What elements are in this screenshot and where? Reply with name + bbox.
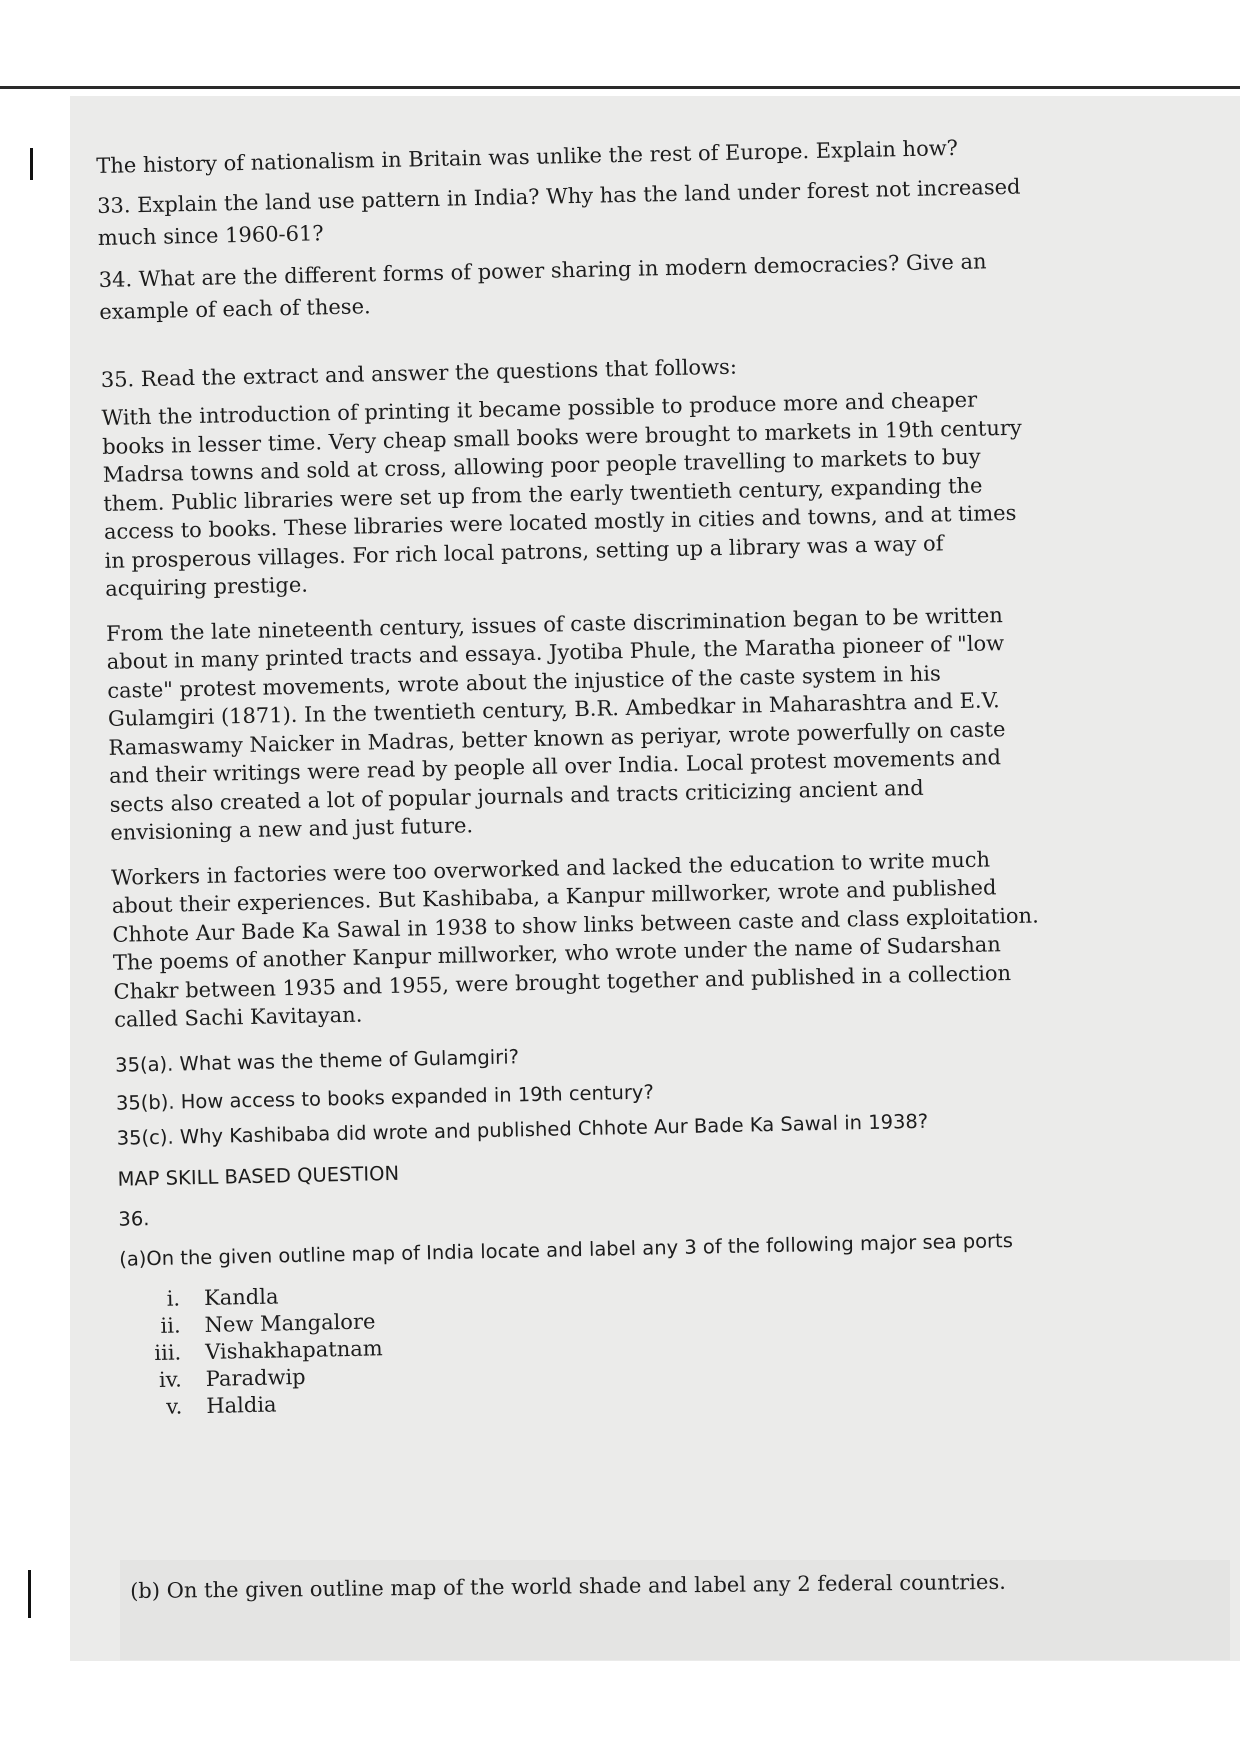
left-edge-mark xyxy=(30,148,33,180)
list-item: i. Kandla xyxy=(166,1283,279,1311)
left-edge-mark-lower xyxy=(28,1570,31,1618)
list-item: iii. Vishakhapatnam xyxy=(154,1335,383,1365)
sea-port-list xyxy=(120,1267,1053,1421)
question-35-heading: 35. Read the extract and answer the questions that follows: xyxy=(100,354,738,392)
question-content xyxy=(96,131,1052,1422)
list-item: iv. Paradwip xyxy=(158,1364,306,1392)
question-35a: 35(a). What was the theme of Gulamgiri? xyxy=(114,1044,520,1077)
question-36-number: 36. xyxy=(118,1206,150,1231)
list-item: v. Haldia xyxy=(166,1391,277,1419)
map-section-heading: MAP SKILL BASED QUESTION xyxy=(117,1161,400,1191)
question-35b: 35(b). How access to books expanded in 19th century? xyxy=(115,1080,655,1115)
page-top-rule xyxy=(0,86,1240,89)
extract-paragraph-3: Workers in factories were too overworked and lacked the education to write much about their experiences. But Kashibaba, a Kanpur millworker, wrote and published Chhote Aur Bade Ka Sawal in 1938 to show links between caste and class exploitation. The poems of another Kanpur millworker, who wrote under the name of Sudarshan Chakr between 1935 and 1955, were brought together and published in a collection called Sachi Kavitayan. xyxy=(110,846,1039,1032)
list-item: ii. New Mangalore xyxy=(160,1308,376,1338)
extract-paragraph-2: From the late nineteenth century, issues of caste discrimination began to be written about in many printed tracts and essaya. Jyotiba Phule, the Maratha pioneer of "low caste" protest movements, wrote about the injustice of the caste system in his Gulamgiri (1871). In the twentieth century, B.R. Ambedkar in Maharashtra and E.V. Ramaswamy Naicker in Madras, better known as periyar, wrote powerfully on caste and their writings were read by people all over India. Local protest movements and sects also created a lot of popular journals and tracts criticizing ancient and envisioning a new and just future. xyxy=(105,602,1006,845)
question-34: 34. What are the different forms of power sharing in modern democracies? Give an example of each of these. xyxy=(98,249,987,324)
question-33: 33. Explain the land use pattern in India? Why has the land under forest not increased much since 1960-61? xyxy=(96,174,1021,250)
extract-paragraph-1: With the introduction of printing it became possible to produce more and cheaper books in lesser time. Very cheap small books were brought to markets in 19th century Madrsa towns and sold at cross, allowing poor people travelling to markets to buy them. Public libraries were set up from the early twentieth century, expanding the access to books. These libraries were located mostly in cities and towns, and at times in prosperous villages. For rich local patrons, setting up a library was a way of acquiring prestige. xyxy=(101,387,1022,601)
question-35c: 35(c). Why Kashibaba did wrote and published Chhote Aur Bade Ka Sawal in 1938? xyxy=(116,1109,929,1150)
question-36b: (b) On the given outline map of the world shade and label any 2 federal countries. xyxy=(130,1569,1006,1603)
question-36a: (a)On the given outline map of India locate and label any 3 of the following major sea ports xyxy=(118,1228,1014,1271)
question-32: The history of nationalism in Britain was unlike the rest of Europe. Explain how? xyxy=(96,135,959,178)
